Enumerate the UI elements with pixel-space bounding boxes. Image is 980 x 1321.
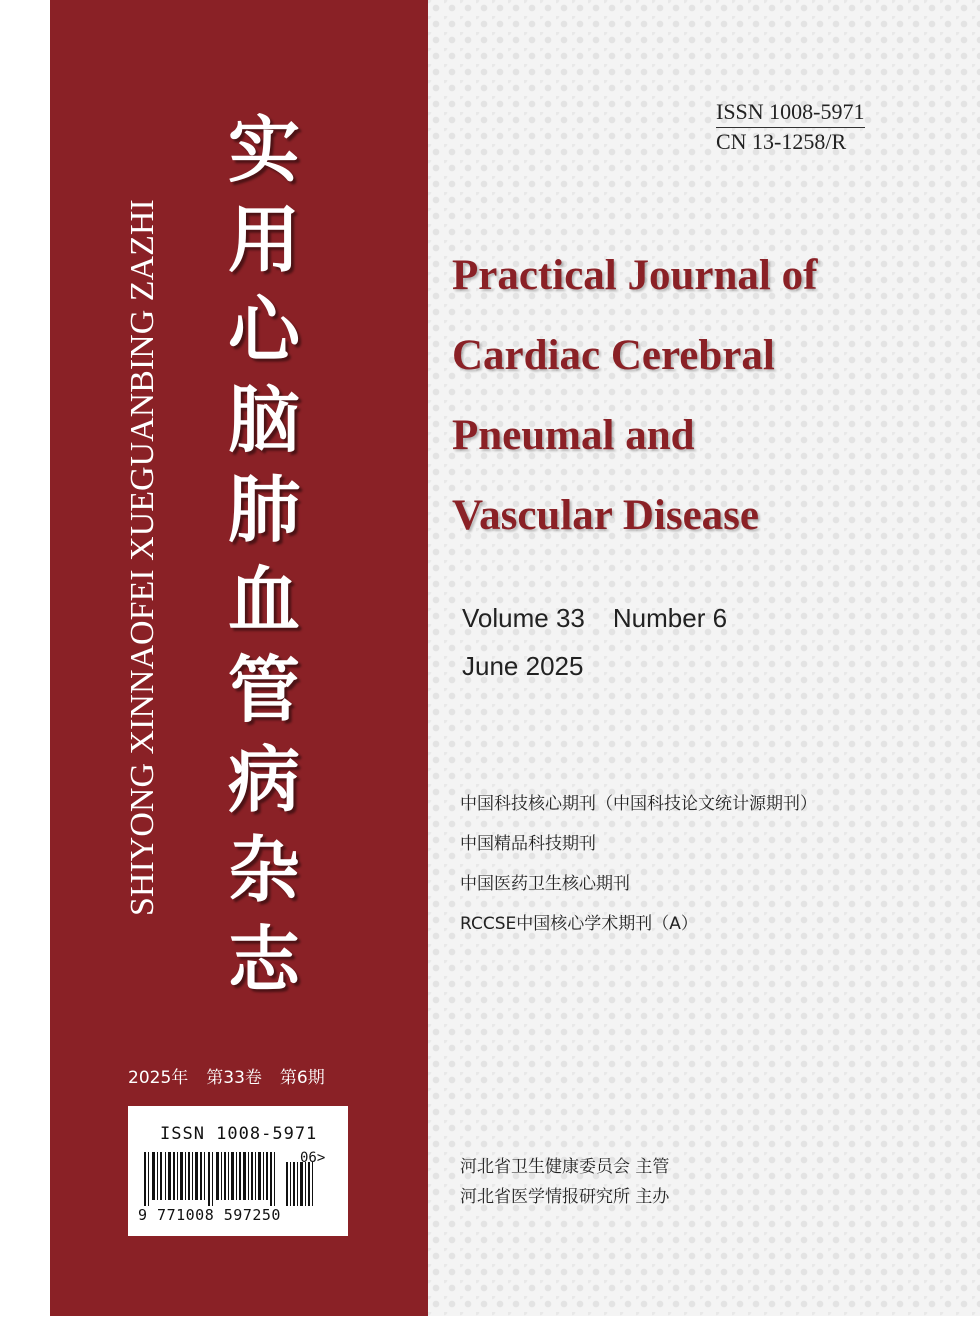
barcode-label xyxy=(128,1106,348,1236)
chinese-title-char: 杂 xyxy=(227,828,300,912)
sponsor-list xyxy=(460,1152,669,1212)
indexing-item: 中国精品科技期刊 xyxy=(460,834,596,854)
chinese-title-char: 病 xyxy=(227,738,300,822)
issue-number: 第6期 xyxy=(279,1067,325,1088)
english-title-line: Cardiac Cerebral xyxy=(452,332,775,379)
barcode-digits: 9 771008 597250 xyxy=(138,1206,281,1224)
issn-cn-block xyxy=(716,98,906,156)
issue-year: 2025年 xyxy=(128,1067,189,1088)
indexing-item: 中国科技核心期刊（中国科技论文统计源期刊） xyxy=(460,794,817,814)
volume-info xyxy=(462,594,727,690)
english-title-line: Practical Journal of xyxy=(452,252,818,299)
pinyin-title: SHIYONG XINNAOFEI XUEGUANBING ZAZHI xyxy=(124,199,161,917)
indexing-item: 中国医药卫生核心期刊 xyxy=(460,874,630,894)
chinese-title-char: 管 xyxy=(227,648,300,732)
issue-date: June 2025 xyxy=(462,651,584,681)
chinese-title-char: 心 xyxy=(227,288,300,372)
chinese-title-char: 脑 xyxy=(227,378,300,462)
chinese-title xyxy=(222,110,306,1000)
english-title-line: Pneumal and xyxy=(452,412,695,459)
barcode-issn: ISSN 1008-5971 xyxy=(160,1124,318,1144)
sponsor-item: 河北省医学情报研究所 主办 xyxy=(460,1187,670,1207)
sponsor-item: 河北省卫生健康委员会 主管 xyxy=(460,1157,670,1177)
indexing-item: RCCSE中国核心学术期刊（A） xyxy=(460,914,698,934)
cn-number: CN 13-1258/R xyxy=(716,129,847,154)
english-title xyxy=(452,236,952,556)
number-label: Number 6 xyxy=(612,603,728,633)
issn-number: ISSN 1008-5971 xyxy=(716,98,865,128)
chinese-title-char: 血 xyxy=(227,558,300,642)
chinese-title-char: 志 xyxy=(227,918,300,1002)
chinese-title-char: 实 xyxy=(227,108,300,192)
issue-info-chinese xyxy=(128,1060,368,1090)
bottom-edge xyxy=(0,1316,980,1321)
barcode-addon: 06> xyxy=(300,1150,326,1166)
chinese-title-char: 肺 xyxy=(227,468,300,552)
english-title-line: Vascular Disease xyxy=(452,492,759,539)
issue-volume: 第33卷 xyxy=(206,1067,262,1088)
indexing-list xyxy=(460,784,817,944)
volume-label: Volume 33 xyxy=(462,603,585,633)
chinese-title-char: 用 xyxy=(227,198,300,282)
